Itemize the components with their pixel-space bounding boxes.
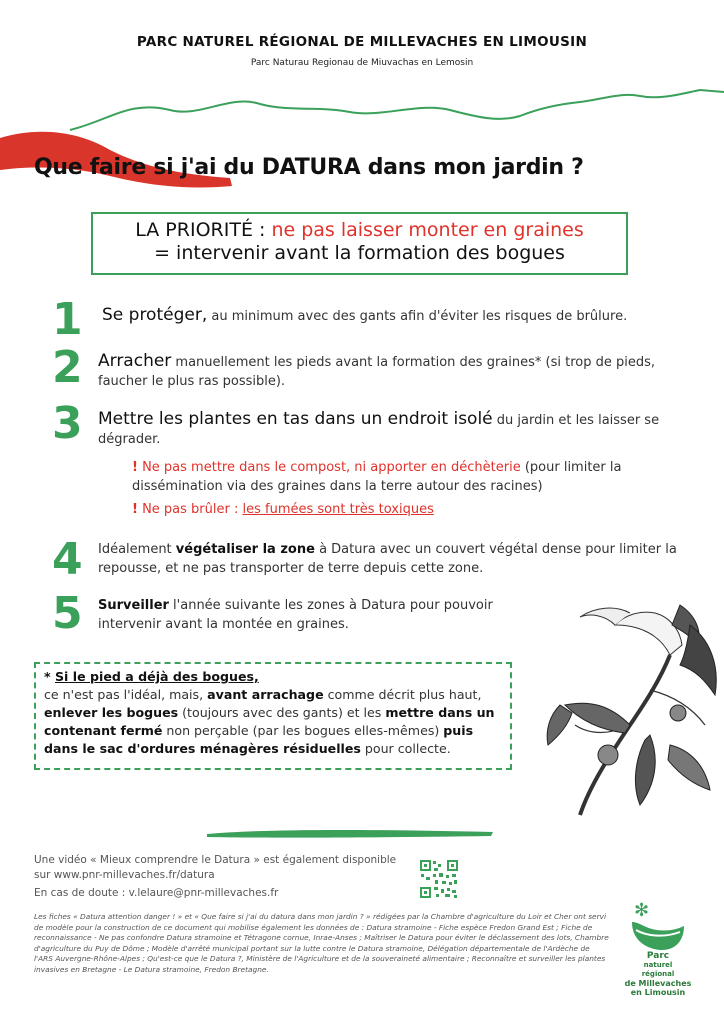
- warning-burn: [132, 500, 702, 519]
- priority-line2: = intervenir avant la formation des bogues: [154, 242, 565, 264]
- qr-code[interactable]: [419, 859, 459, 899]
- step-2-lead: Arracher: [98, 351, 172, 371]
- logo-l2: naturel: [643, 961, 673, 969]
- park-logo: [622, 896, 694, 996]
- footer-video: Une vidéo « Mieux comprendre le Datura » est également disponible: [34, 854, 397, 866]
- footer-link[interactable]: sur www.pnr-millevaches.fr/datura: [34, 869, 215, 881]
- logo-l5: en Limousin: [630, 988, 686, 997]
- note-p1: ce n'est pas l'idéal, mais,: [44, 687, 208, 702]
- step-number-2: 2: [52, 342, 83, 393]
- footer-contact[interactable]: En cas de doute : v.lelaure@pnr-millevaches.fr: [34, 887, 279, 899]
- warning-compost: [132, 458, 702, 496]
- step-3-lead: Mettre les plantes en tas dans un endroit isolé: [98, 409, 493, 429]
- note-star: *: [44, 669, 55, 684]
- warning-icon: !: [132, 502, 138, 517]
- logo-l3: régional: [641, 970, 675, 978]
- step-3: [98, 410, 678, 449]
- note-p2e: non perçable (par les bogues elles-mêmes): [162, 723, 444, 738]
- priority-highlight: ne pas laisser monter en graines: [271, 219, 584, 241]
- priority-box: [91, 212, 628, 275]
- logo-l4: de Millevaches: [624, 979, 692, 988]
- step-5-text: l'année suivante les zones à Datura pour pouvoir intervenir avant la montée en graines.: [98, 598, 493, 632]
- note-p2b: enlever les bogues: [44, 705, 179, 720]
- warning-compost-red: Ne pas mettre dans le compost, ni apporter en déchèterie: [142, 460, 521, 475]
- warning-compost-text: (pour limiter la dissémination via des graines dans la terre autour des racines): [132, 460, 622, 494]
- priority-label: LA PRIORITÉ :: [135, 219, 272, 241]
- footer-info: [34, 853, 414, 901]
- note-p2f: puis dans le sac d'ordures ménagères résiduelles: [44, 723, 474, 756]
- step-4: [98, 540, 698, 578]
- note-title: Si le pied a déjà des bogues,: [54, 669, 259, 684]
- step-2: [98, 352, 678, 391]
- step-3-text: du jardin et les laisser se dégrader.: [98, 413, 660, 447]
- step-5-lead: Surveiller: [98, 598, 169, 613]
- step-5: [98, 596, 528, 634]
- note-p2c: (toujours avec des gants) et les: [178, 705, 386, 720]
- park-title: PARC NATUREL RÉGIONAL DE MILLEVACHES EN LIMOUSIN: [136, 34, 588, 50]
- warning-burn-red: Ne pas brûler :: [142, 502, 243, 517]
- note-p1b: avant arrachage: [207, 687, 324, 702]
- step-number-1: 1: [52, 294, 83, 345]
- credits-text: Les fiches « Datura attention danger ! » et « Que faire si j'ai du datura dans mon jardin ? » rédigées par la Chambre d'agriculture du Loir et Cher ont servi de modèle pour la construction de ce document qui mobilise également les données de : Datura stramoine - Fiche espèce Fredon Grand Est ; Fiche de reconnaissance - Ne pas confondre Datura stramoine et Tétragone cornue, Inrae-Anses ; Maîtriser le Datura pour éviter le déclassement des lots, Chambre d'agriculture du Puy de Dôme ; Modèle d'arrêté municipal portant sur la lutte contre le Datura stramoine, Délégation départementale de l'Ardèche de l'ARS Auvergne-Rhône-Alpes ; Qu'est-ce que le Datura ?, Ministère de l'Agriculture et de la souveraineté alimentaire ; Reconnaître et surveiller les plantes invasives en Bretagne - Le Datura stramoine, Fredon Bretagne.: [34, 912, 609, 974]
- logo-l1: Parc: [646, 951, 670, 961]
- step-number-5: 5: [52, 588, 83, 639]
- step-number-3: 3: [52, 398, 83, 449]
- main-title: Que faire si j'ai du DATURA dans mon jardin ?: [34, 155, 584, 180]
- note-p1c: comme décrit plus haut,: [323, 687, 482, 702]
- park-logo-icon: [622, 896, 694, 952]
- green-divider: [205, 826, 495, 840]
- note-p2d: mettre dans un contenant fermé: [44, 705, 495, 738]
- svg-text:✻: ✻: [634, 900, 650, 921]
- step-1: [102, 306, 702, 326]
- step-1-text: au minimum avec des gants afin d'éviter les risques de brûlure.: [207, 309, 628, 324]
- datura-plant-illustration: [520, 585, 724, 845]
- step-1-lead: Se protéger,: [102, 305, 208, 325]
- step-4-lead: végétaliser la zone: [175, 542, 315, 557]
- note-box: [34, 662, 512, 770]
- step-4-pre: Idéalement: [98, 542, 176, 557]
- warning-burn-underline: les fumées sont très toxiques: [242, 502, 434, 517]
- park-subtitle: Parc Naturau Regionau de Miuvachas en Lemosin: [250, 58, 474, 68]
- step-2-text: manuellement les pieds avant la formation des graines* (si trop de pieds, faucher le plus ras possible).: [98, 355, 655, 389]
- step-number-4: 4: [52, 534, 83, 585]
- note-p2g: pour collecte.: [360, 741, 451, 756]
- step-4-text: à Datura avec un couvert végétal dense pour limiter la repousse, et ne pas transporter de terre depuis cette zone.: [98, 542, 677, 576]
- warning-icon: !: [132, 460, 138, 475]
